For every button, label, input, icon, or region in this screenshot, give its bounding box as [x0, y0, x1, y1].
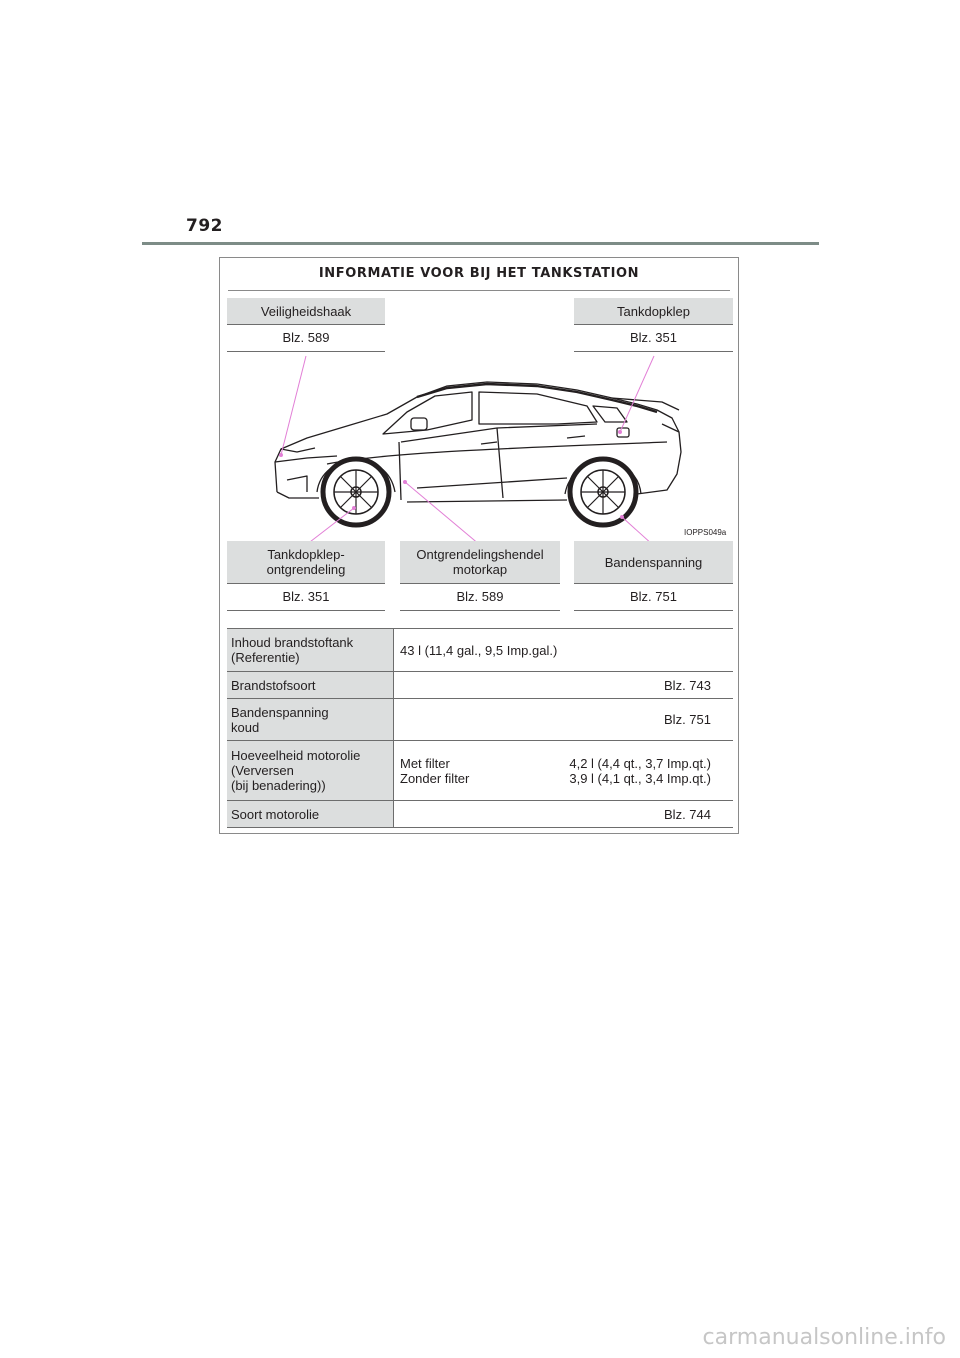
- callout-fuel-door-release-label: Tankdopklep- ontgrendeling: [227, 541, 385, 584]
- callout-tire-pressure-page[interactable]: Blz. 751: [574, 584, 733, 611]
- row-value-oil-capacity: [394, 741, 734, 801]
- row-value-oil-type[interactable]: Blz. 744: [394, 801, 734, 828]
- callout-fuel-door-label: Tankdopklep: [574, 298, 733, 325]
- row-label-oil-capacity: Hoeveelheid motorolie (Verversen (bij benadering)): [227, 741, 394, 801]
- callout-hood-lever-label: Ontgrendelingshendel motorkap: [400, 541, 560, 584]
- callout-fuel-door-page[interactable]: Blz. 351: [574, 325, 733, 352]
- image-code: IOPPS049a: [684, 528, 727, 537]
- row-label-fuel-capacity: Inhoud brandstoftank (Referentie): [227, 629, 394, 672]
- row-label-fuel-type: Brandstofsoort: [227, 672, 394, 699]
- panel-title: INFORMATIE VOOR BIJ HET TANKSTATION: [318, 266, 640, 281]
- table-row: [227, 672, 733, 699]
- callout-safety-hook-label: Veiligheidshaak: [227, 298, 385, 325]
- table-row: [227, 741, 733, 801]
- table-row: [227, 801, 733, 828]
- row-value-fuel-capacity: 43 l (11,4 gal., 9,5 Imp.gal.): [394, 629, 734, 672]
- oil-without-filter-label: Zonder filter: [400, 770, 470, 786]
- page-number: 792: [186, 216, 223, 236]
- row-value-cold-tire-pressure[interactable]: Blz. 751: [394, 699, 734, 741]
- table-row: [227, 699, 733, 741]
- callout-safety-hook-page[interactable]: Blz. 589: [227, 325, 385, 352]
- spec-table: [227, 628, 733, 828]
- row-label-cold-tire-pressure: Bandenspanning koud: [227, 699, 394, 741]
- row-value-fuel-type[interactable]: Blz. 743: [394, 672, 734, 699]
- callout-fuel-door-release-page[interactable]: Blz. 351: [227, 584, 385, 611]
- table-row: [227, 629, 733, 672]
- oil-without-filter-value: 3,9 l (4,1 qt., 3,4 Imp.qt.): [569, 770, 711, 786]
- callout-hood-lever-page[interactable]: Blz. 589: [400, 584, 560, 611]
- watermark: carmanualsonline.info: [702, 1325, 946, 1350]
- row-label-oil-type: Soort motorolie: [227, 801, 394, 828]
- oil-with-filter-label: Met filter: [400, 755, 450, 771]
- callout-tire-pressure-label: Bandenspanning: [574, 541, 733, 584]
- oil-with-filter-value: 4,2 l (4,4 qt., 3,7 Imp.qt.): [569, 755, 711, 771]
